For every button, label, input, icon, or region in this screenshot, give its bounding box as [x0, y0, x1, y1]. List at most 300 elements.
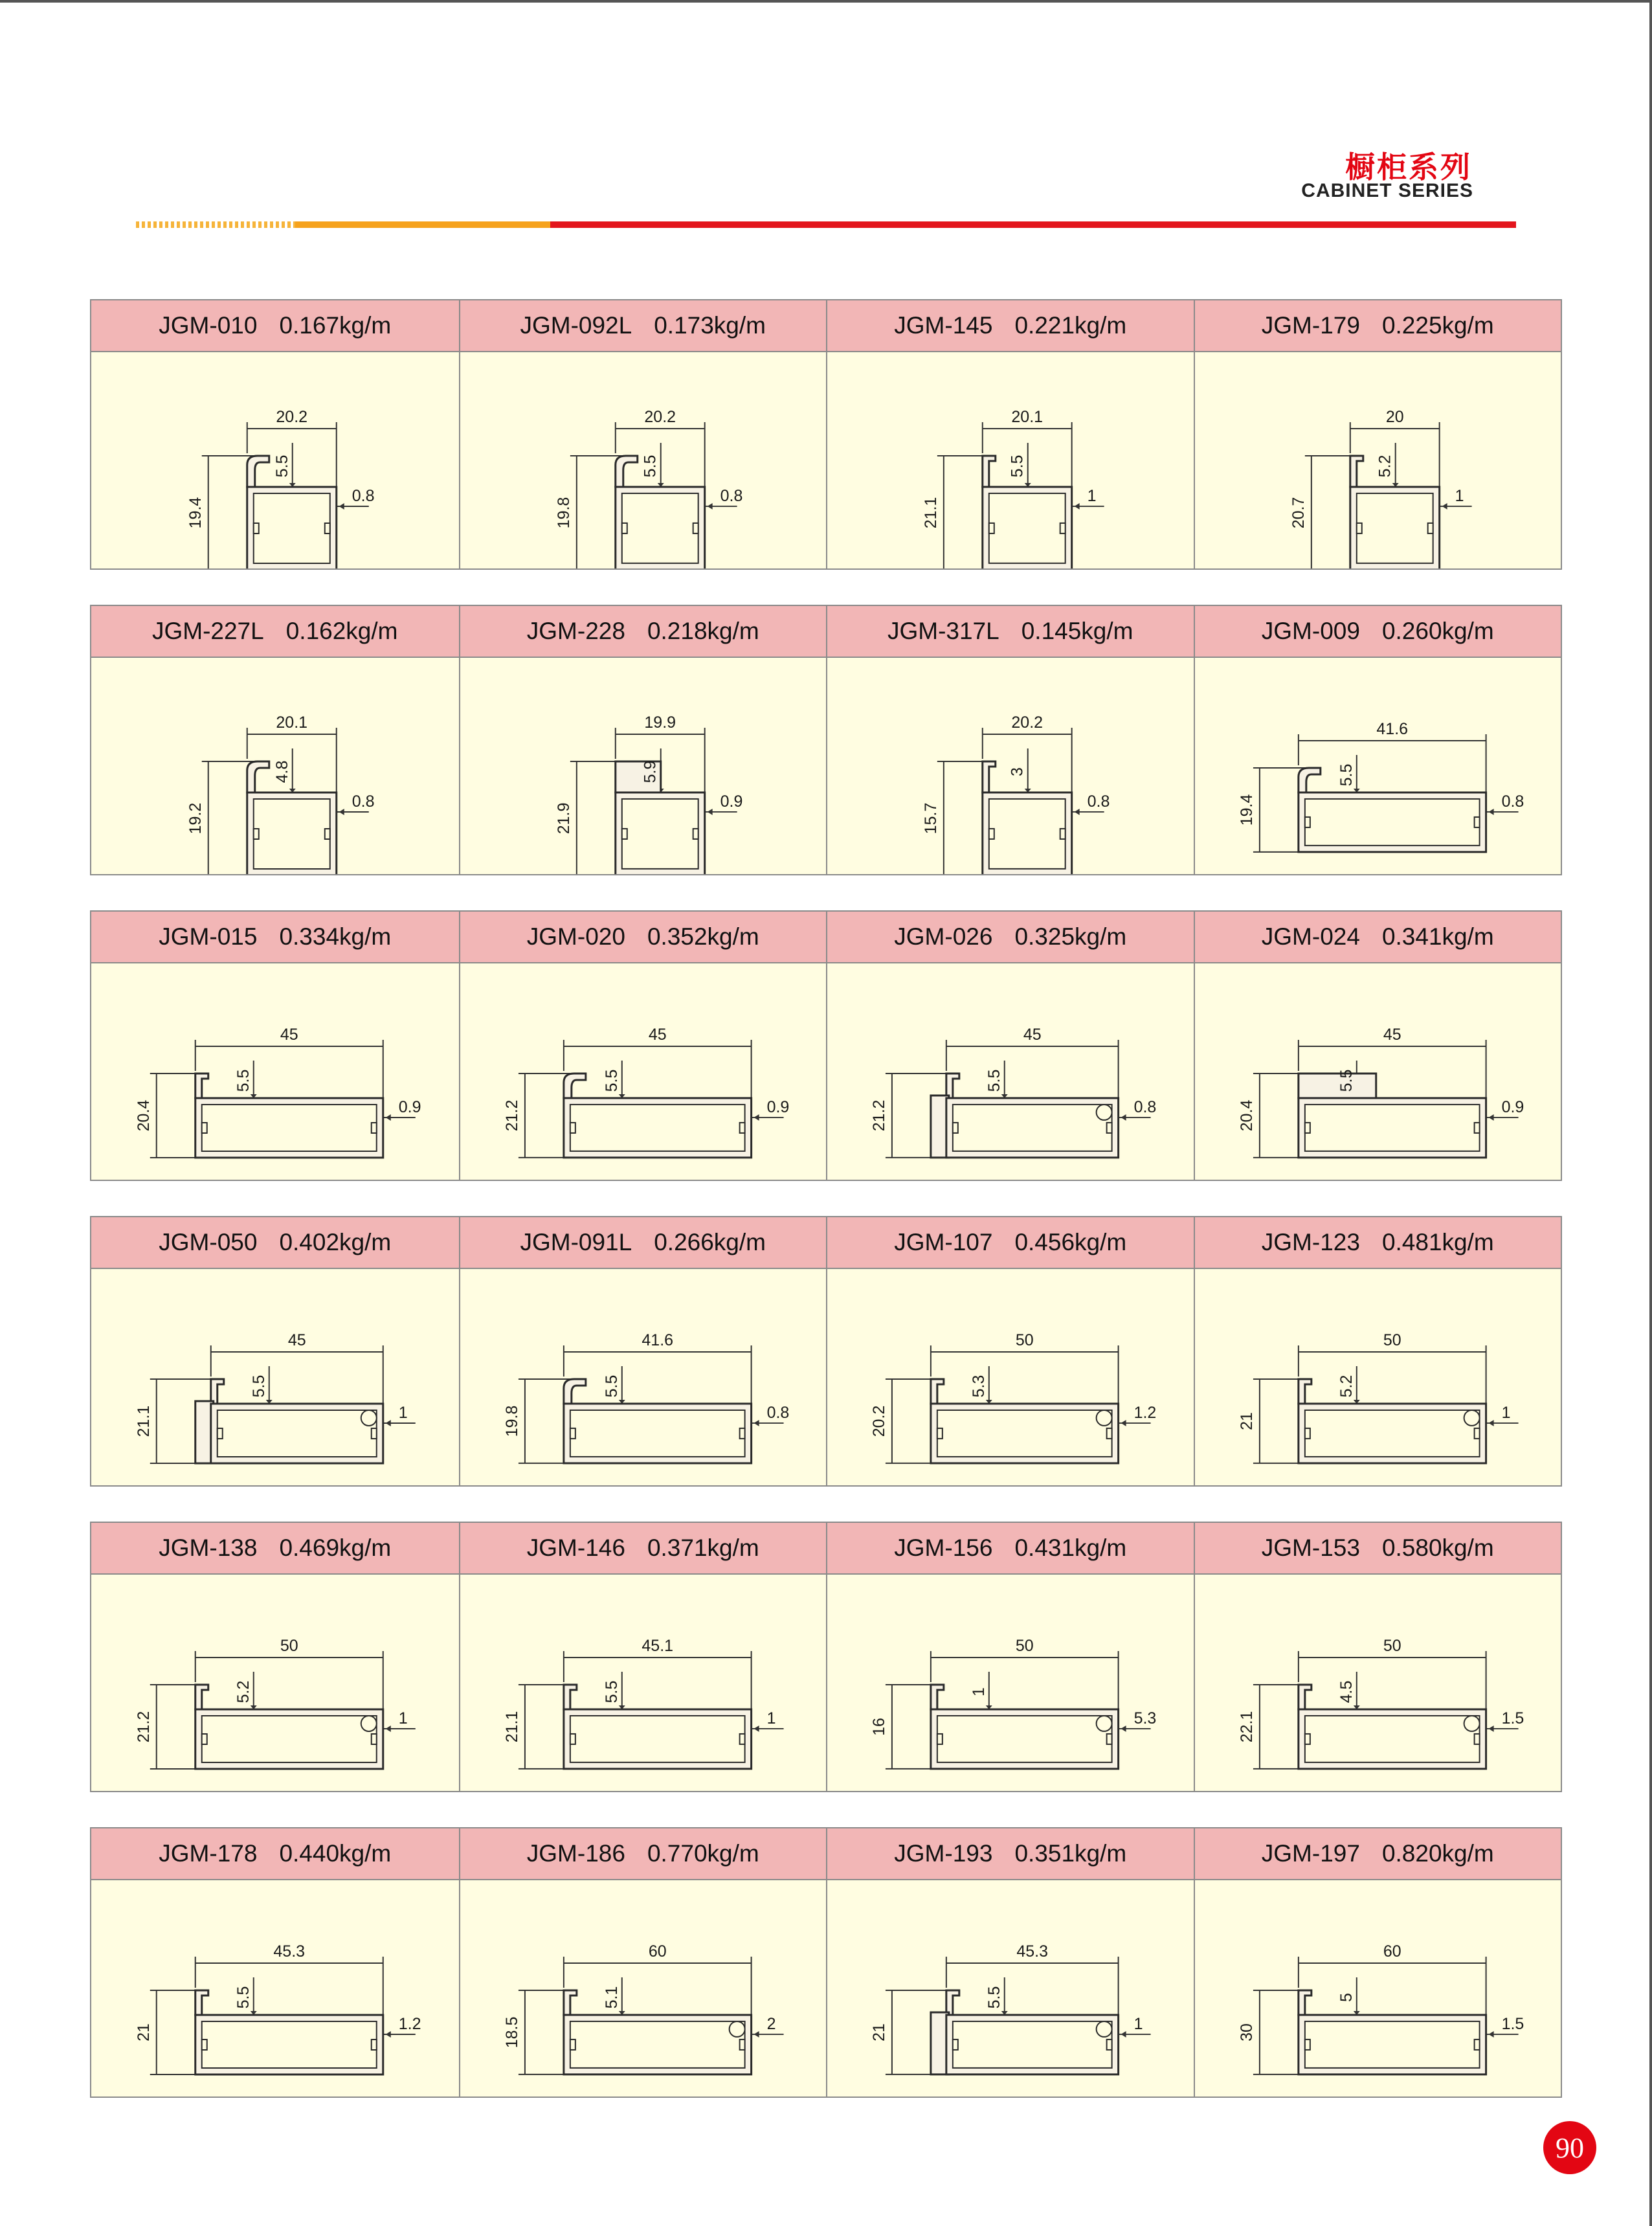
- profile-slot: [254, 523, 259, 534]
- profile-card: [1194, 912, 1561, 1180]
- width-dimension-label: 50: [1383, 1637, 1401, 1656]
- profile-hollow: [937, 1410, 1112, 1457]
- profile-slot: [372, 1123, 377, 1133]
- profile-code: JGM-197: [1261, 1840, 1360, 1867]
- profile-drawing-area: [91, 1575, 459, 1791]
- profile-flange: [195, 1990, 208, 2015]
- profile-card-header: [827, 606, 1194, 658]
- lip-dimension-label: 5.2: [1376, 455, 1394, 478]
- profile-hollow: [218, 1410, 377, 1457]
- profile-slot: [1107, 1428, 1112, 1439]
- profile-slot: [1304, 1123, 1310, 1133]
- profile-hook: [615, 456, 637, 487]
- profile-code: JGM-107: [894, 1229, 993, 1255]
- profile-hollow: [1304, 1105, 1479, 1151]
- arrow-head-icon: [1075, 809, 1080, 815]
- profile-cross-section-drawing: [827, 352, 1194, 568]
- height-dimension-label: 20.7: [1289, 497, 1308, 529]
- profile-card-header: [91, 606, 459, 658]
- arrow-head-icon: [386, 1726, 391, 1732]
- profile-card: [91, 1217, 459, 1485]
- width-dimension-label: 19.9: [643, 714, 676, 732]
- lip-dimension-label: 1: [969, 1687, 988, 1696]
- profile-weight: 0.225kg/m: [1381, 312, 1494, 339]
- profile-slot: [739, 1123, 744, 1133]
- profile-slot: [325, 523, 330, 534]
- profile-flange: [983, 761, 996, 793]
- profile-card-header: [827, 1523, 1194, 1575]
- height-dimension-label: 19.4: [1237, 794, 1256, 826]
- profile-weight: 0.469kg/m: [279, 1535, 392, 1561]
- wall-dimension-label: 0.8: [720, 486, 742, 505]
- profile-hollow: [621, 493, 698, 563]
- profile-slot: [218, 1428, 223, 1439]
- screw-groove-icon: [361, 1410, 377, 1426]
- profile-slot: [693, 829, 698, 839]
- profile-flange: [983, 456, 996, 487]
- lip-dimension-label: 5.5: [602, 1069, 621, 1092]
- width-dimension-label: 20.2: [643, 408, 676, 427]
- lip-dimension-label: 5.3: [969, 1375, 988, 1398]
- profile-code: JGM-092L: [520, 312, 632, 339]
- profile-hook: [247, 761, 269, 793]
- profile-cross-section-drawing: [91, 963, 459, 1180]
- profile-card: [459, 606, 827, 874]
- height-dimension-label: 20.4: [134, 1099, 153, 1132]
- profile-weight: 0.580kg/m: [1381, 1535, 1494, 1561]
- profile-hollow: [1356, 493, 1433, 563]
- profile-code: JGM-156: [894, 1535, 993, 1561]
- screw-groove-icon: [1097, 1105, 1112, 1120]
- profile-hollow: [989, 493, 1066, 563]
- profile-card: [1194, 1217, 1561, 1485]
- profile-slot: [1060, 829, 1066, 839]
- profile-slot: [1304, 2040, 1310, 2050]
- profile-cross-section-drawing: [827, 1575, 1194, 1791]
- wall-dimension-label: 1: [1087, 486, 1097, 505]
- width-dimension-label: 45.1: [641, 1637, 673, 1656]
- profile-code: JGM-050: [159, 1229, 258, 1255]
- page-frame-top: [0, 0, 1652, 3]
- profile-code: JGM-179: [1261, 312, 1360, 339]
- profile-weight: 0.351kg/m: [1014, 1840, 1127, 1867]
- arrow-head-icon: [707, 503, 712, 510]
- arrow-head-icon: [1121, 1114, 1126, 1121]
- wall-dimension-label: 2: [766, 2014, 776, 2033]
- profile-cross-section-drawing: [1195, 352, 1561, 568]
- profile-flange: [195, 1685, 208, 1709]
- profile-cross-section-drawing: [460, 963, 827, 1180]
- profile-slot: [989, 829, 994, 839]
- series-title-cn: 橱柜系列: [1345, 150, 1472, 185]
- profile-card-header: [827, 912, 1194, 963]
- profile-card: [459, 300, 827, 568]
- lip-dimension-label: 5.5: [1337, 763, 1356, 787]
- profile-slot: [202, 2040, 207, 2050]
- lip-dimension-label: 5.5: [985, 1986, 1003, 2009]
- profile-weight: 0.481kg/m: [1381, 1229, 1494, 1255]
- height-dimension-label: 19.8: [502, 1405, 521, 1437]
- profile-slot: [1474, 1734, 1479, 1744]
- profile-hollow: [202, 2021, 377, 2068]
- profile-card-header: [1195, 1217, 1561, 1269]
- profile-card: [826, 300, 1194, 568]
- wall-dimension-label: 0.8: [766, 1403, 789, 1422]
- profile-weight: 0.334kg/m: [279, 923, 392, 950]
- profile-cross-section-drawing: [1195, 963, 1561, 1180]
- profile-flange: [195, 1074, 208, 1098]
- profile-code: JGM-186: [526, 1840, 625, 1867]
- profile-flange: [931, 1685, 944, 1709]
- profile-card-header: [460, 1828, 827, 1880]
- wall-dimension-label: 1.5: [1501, 2014, 1524, 2033]
- lip-dimension-label: 5.5: [602, 1375, 621, 1398]
- profile-flange: [1298, 1990, 1311, 2015]
- profile-hollow: [570, 1716, 744, 1762]
- profile-drawing-area: [460, 1880, 827, 2097]
- profile-code: JGM-178: [159, 1840, 258, 1867]
- wall-dimension-label: 1.2: [398, 2015, 421, 2033]
- arrow-head-icon: [707, 809, 712, 815]
- wall-dimension-label: 0.8: [1133, 1097, 1157, 1116]
- width-dimension-label: 60: [648, 1942, 667, 1961]
- profile-weight: 0.440kg/m: [279, 1840, 392, 1867]
- width-dimension-label: 45: [287, 1331, 306, 1349]
- screw-groove-icon: [1097, 2021, 1112, 2037]
- profile-code: JGM-024: [1261, 923, 1360, 950]
- profile-code: JGM-091L: [520, 1229, 632, 1255]
- profile-weight: 0.145kg/m: [1021, 618, 1133, 644]
- profile-slot: [621, 829, 627, 839]
- height-dimension-label: 22.1: [1237, 1711, 1256, 1743]
- profile-hollow: [202, 1105, 377, 1151]
- profile-slot: [372, 1428, 377, 1439]
- profile-card-header: [827, 300, 1194, 352]
- lip-dimension-label: 5.2: [234, 1680, 252, 1703]
- lip-dimension-label: 5.2: [1337, 1375, 1356, 1398]
- profile-slot: [693, 523, 698, 534]
- profile-slot: [325, 829, 330, 839]
- profile-drawing-area: [1195, 1880, 1561, 2097]
- profile-card: [826, 1217, 1194, 1485]
- profile-hook: [1298, 768, 1320, 793]
- header-rule-yellow-segment: [295, 221, 550, 228]
- profile-code: JGM-193: [894, 1840, 993, 1867]
- profile-slot: [1304, 1428, 1310, 1439]
- profile-code: JGM-153: [1261, 1535, 1360, 1561]
- height-dimension-label: 21.2: [869, 1099, 888, 1132]
- profile-weight: 0.341kg/m: [1381, 923, 1494, 950]
- profile-card: [826, 912, 1194, 1180]
- lip-dimension-label: 5.5: [273, 455, 291, 478]
- lip-dimension-label: 5.9: [641, 760, 660, 783]
- profile-drawing-area: [827, 1269, 1194, 1485]
- profile-code: JGM-146: [526, 1535, 625, 1561]
- profile-card-header: [460, 1217, 827, 1269]
- profile-card-header: [1195, 1828, 1561, 1880]
- wall-dimension-label: 1.5: [1501, 1709, 1524, 1727]
- width-dimension-label: 20.2: [276, 408, 308, 426]
- profile-drawing-area: [460, 963, 827, 1180]
- profile-code: JGM-010: [159, 312, 258, 339]
- wall-dimension-label: 0.8: [1501, 792, 1524, 811]
- catalog-row: [90, 605, 1562, 875]
- profile-cross-section-drawing: [827, 658, 1194, 874]
- profile-hollow: [570, 2021, 744, 2068]
- profile-slot: [570, 1123, 575, 1133]
- profile-card: [826, 606, 1194, 874]
- profile-flange: [946, 1074, 959, 1098]
- profile-cross-section-drawing: [1195, 1575, 1561, 1791]
- width-dimension-label: 20.2: [1011, 714, 1044, 732]
- profile-weight: 0.221kg/m: [1014, 312, 1127, 339]
- profile-hollow: [953, 2021, 1112, 2068]
- profile-code: JGM-138: [159, 1535, 258, 1561]
- lip-dimension-label: 4.8: [273, 760, 291, 783]
- profile-cross-section-drawing: [460, 352, 827, 568]
- profile-slot: [202, 1734, 207, 1744]
- wall-dimension-label: 1: [1455, 486, 1464, 505]
- wall-dimension-label: 0.9: [398, 1098, 421, 1116]
- profile-card: [91, 1523, 459, 1791]
- header-rule: [136, 221, 1516, 228]
- lip-dimension-label: 5.5: [249, 1375, 268, 1398]
- height-dimension-label: 21.2: [134, 1711, 153, 1743]
- width-dimension-label: 45.3: [273, 1942, 306, 1961]
- profile-weight: 0.352kg/m: [647, 923, 759, 950]
- profile-hook: [563, 1379, 585, 1404]
- profile-card: [459, 1523, 827, 1791]
- profile-slot: [739, 1734, 744, 1744]
- arrow-head-icon: [753, 1420, 759, 1426]
- profile-slot: [372, 2040, 377, 2050]
- profile-flange: [563, 1990, 576, 2015]
- height-dimension-label: 16: [869, 1718, 888, 1736]
- profile-card: [459, 912, 827, 1180]
- profile-drawing-area: [460, 1575, 827, 1791]
- width-dimension-label: 20: [1385, 408, 1404, 427]
- profile-cross-section-drawing: [91, 1575, 459, 1791]
- profile-card: [1194, 606, 1561, 874]
- profile-slot: [621, 523, 627, 534]
- arrow-head-icon: [386, 1420, 391, 1426]
- arrow-head-icon: [386, 1114, 391, 1121]
- height-dimension-label: 15.7: [921, 802, 940, 835]
- wall-dimension-label: 0.9: [720, 792, 742, 811]
- width-dimension-label: 20.1: [1011, 408, 1044, 427]
- height-dimension-label: 21.2: [502, 1099, 521, 1132]
- wall-dimension-label: 1: [398, 1404, 408, 1422]
- profile-hollow: [1304, 2021, 1479, 2068]
- screw-groove-icon: [1464, 1410, 1479, 1426]
- wall-dimension-label: 1: [766, 1709, 776, 1727]
- catalog-row: [90, 299, 1562, 570]
- profile-drawing-area: [91, 352, 459, 568]
- profile-weight: 0.402kg/m: [279, 1229, 392, 1255]
- wall-dimension-label: 0.8: [352, 793, 375, 811]
- height-dimension-label: 18.5: [502, 2016, 521, 2049]
- profile-card-header: [460, 606, 827, 658]
- profile-code: JGM-228: [526, 618, 625, 644]
- profile-cross-section-drawing: [91, 352, 459, 568]
- lip-dimension-label: 5.5: [234, 1986, 252, 2009]
- arrow-head-icon: [386, 2031, 391, 2038]
- screw-groove-icon: [361, 1716, 377, 1731]
- lip-dimension-label: 5.1: [602, 1986, 621, 2009]
- profile-card-header: [91, 300, 459, 352]
- profile-drawing-area: [827, 352, 1194, 568]
- profile-card: [91, 1828, 459, 2097]
- header-rule-red-segment: [550, 221, 1516, 228]
- profile-weight: 0.820kg/m: [1381, 1840, 1494, 1867]
- profile-card-header: [1195, 300, 1561, 352]
- profile-drawing-area: [460, 658, 827, 874]
- profile-cross-section-drawing: [827, 963, 1194, 1180]
- profile-drawing-area: [827, 1880, 1194, 2097]
- profile-weight: 0.260kg/m: [1381, 618, 1494, 644]
- profile-hook: [563, 1074, 585, 1098]
- profile-weight: 0.173kg/m: [654, 312, 766, 339]
- profile-slot: [202, 1123, 207, 1133]
- arrow-head-icon: [753, 1114, 759, 1121]
- profile-cross-section-drawing: [460, 1575, 827, 1791]
- width-dimension-label: 50: [1383, 1331, 1401, 1350]
- profile-card: [91, 912, 459, 1180]
- profile-slot: [1107, 1734, 1112, 1744]
- profile-weight: 0.325kg/m: [1014, 923, 1127, 950]
- profile-weight: 0.162kg/m: [285, 618, 398, 644]
- profile-code: JGM-145: [894, 312, 993, 339]
- width-dimension-label: 41.6: [641, 1331, 673, 1350]
- profile-flange: [1298, 1685, 1311, 1709]
- profile-cross-section-drawing: [91, 1880, 459, 2097]
- width-dimension-label: 50: [1015, 1331, 1034, 1350]
- profile-hollow: [937, 1716, 1112, 1762]
- header-rule-dashed-segment: [136, 221, 295, 228]
- profile-cross-section-drawing: [91, 1269, 459, 1485]
- profile-cross-section-drawing: [1195, 1269, 1561, 1485]
- page-frame-right: [1649, 0, 1652, 2226]
- profile-slot: [1427, 523, 1433, 534]
- page-number-badge: 90: [1543, 2121, 1596, 2174]
- wall-dimension-label: 0.8: [1087, 792, 1110, 811]
- lip-dimension-label: 4.5: [1337, 1680, 1356, 1703]
- profile-card-header: [460, 300, 827, 352]
- profile-slot: [570, 1734, 575, 1744]
- profile-weight: 0.431kg/m: [1014, 1535, 1127, 1561]
- catalog-row: [90, 1827, 1562, 2098]
- profile-slot: [1060, 523, 1066, 534]
- profile-slot: [937, 1428, 943, 1439]
- profile-card-header: [91, 1217, 459, 1269]
- profile-code: JGM-020: [526, 923, 625, 950]
- height-dimension-label: 21.1: [502, 1711, 521, 1743]
- profile-card-header: [91, 912, 459, 963]
- screw-groove-icon: [1097, 1410, 1112, 1426]
- profile-hollow: [1304, 1716, 1479, 1762]
- catalog-row: [90, 1216, 1562, 1487]
- height-dimension-label: 21: [869, 2023, 888, 2041]
- profile-card: [91, 606, 459, 874]
- profile-hollow: [1304, 799, 1479, 846]
- arrow-head-icon: [1121, 2031, 1126, 2038]
- profile-hollow: [621, 799, 698, 869]
- profile-slot: [1304, 1734, 1310, 1744]
- height-dimension-label: 30: [1237, 2023, 1256, 2041]
- profile-card-header: [460, 912, 827, 963]
- profile-card: [1194, 300, 1561, 568]
- wall-dimension-label: 0.9: [766, 1097, 789, 1116]
- arrow-head-icon: [339, 503, 344, 510]
- profile-slot: [372, 1734, 377, 1744]
- profile-card: [459, 1217, 827, 1485]
- height-dimension-label: 19.8: [554, 497, 573, 529]
- profile-slot: [739, 1428, 744, 1439]
- profile-drawing-area: [827, 1575, 1194, 1791]
- profile-code: JGM-317L: [887, 618, 999, 644]
- arrow-head-icon: [1488, 1420, 1493, 1426]
- profile-drawing-area: [91, 1269, 459, 1485]
- wall-dimension-label: 0.9: [1501, 1097, 1524, 1116]
- profile-card: [91, 300, 459, 568]
- lip-dimension-label: 5.5: [602, 1680, 621, 1703]
- profile-drawing-area: [1195, 352, 1561, 568]
- height-dimension-label: 20.4: [1237, 1099, 1256, 1132]
- screw-groove-icon: [1464, 1716, 1479, 1731]
- profile-slot: [739, 2040, 744, 2050]
- profile-card-header: [1195, 1523, 1561, 1575]
- arrow-head-icon: [1488, 809, 1493, 815]
- catalog-row: [90, 1522, 1562, 1792]
- profile-drawing-area: [1195, 963, 1561, 1180]
- profile-card-header: [827, 1828, 1194, 1880]
- profile-hollow: [254, 493, 330, 563]
- profile-slot: [570, 1428, 575, 1439]
- width-dimension-label: 45.3: [1016, 1942, 1049, 1961]
- profile-slot: [937, 1734, 943, 1744]
- profile-cross-section-drawing: [827, 1880, 1194, 2097]
- profile-code: JGM-227L: [151, 618, 264, 644]
- profile-weight: 0.371kg/m: [647, 1535, 759, 1561]
- width-dimension-label: 45: [1023, 1026, 1042, 1044]
- profile-flange: [1298, 1379, 1311, 1404]
- profile-drawing-area: [91, 963, 459, 1180]
- width-dimension-label: 60: [1383, 1942, 1401, 1961]
- arrow-head-icon: [1488, 2031, 1493, 2038]
- profile-card-header: [91, 1828, 459, 1880]
- height-dimension-label: 21.9: [554, 802, 573, 835]
- profile-card-header: [1195, 912, 1561, 963]
- lip-dimension-label: 5.5: [1337, 1069, 1356, 1092]
- height-dimension-label: 20.2: [869, 1405, 888, 1437]
- screw-groove-icon: [1097, 1716, 1112, 1731]
- profile-flange: [211, 1379, 224, 1404]
- profile-card-header: [460, 1523, 827, 1575]
- arrow-head-icon: [339, 809, 344, 815]
- profile-slot: [570, 2040, 575, 2050]
- profile-code: JGM-015: [159, 923, 258, 950]
- profile-slot: [254, 829, 259, 839]
- profile-slot: [953, 1123, 958, 1133]
- arrow-head-icon: [1121, 1726, 1126, 1732]
- profile-slot: [1474, 1123, 1479, 1133]
- arrow-head-icon: [753, 2031, 759, 2038]
- profile-slot: [1107, 1123, 1112, 1133]
- profile-weight: 0.167kg/m: [279, 312, 392, 339]
- profile-flange: [931, 1379, 944, 1404]
- profile-cross-section-drawing: [827, 1269, 1194, 1485]
- lip-dimension-label: 5.5: [234, 1069, 252, 1092]
